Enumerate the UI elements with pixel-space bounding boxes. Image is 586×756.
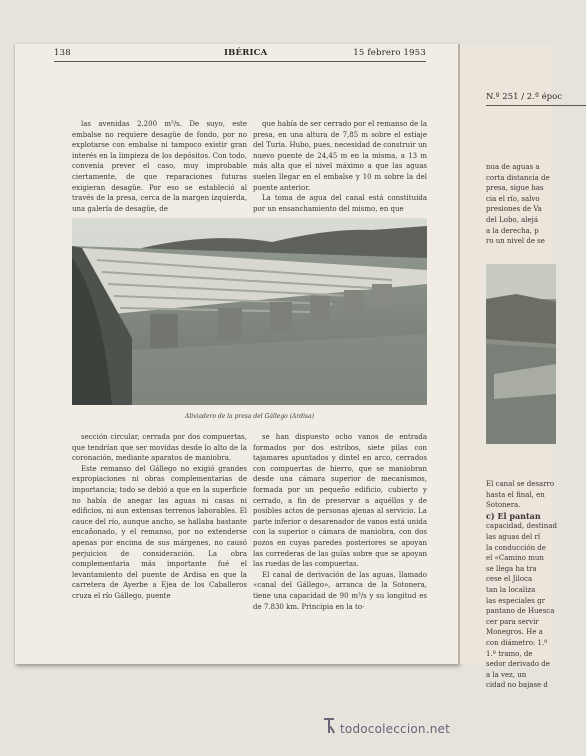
next-page-line: hasta el final, en bbox=[486, 490, 545, 499]
next-page-rule bbox=[486, 105, 586, 106]
next-page-line: tan la localiza bbox=[486, 585, 536, 594]
paragraph: La toma de agua del canal está constituida por un ensanchamiento del mismo, en que bbox=[253, 194, 427, 213]
next-page-line: ro un nivel de se bbox=[486, 237, 545, 246]
next-page-line: El canal se desarro bbox=[486, 480, 555, 488]
column-top-left bbox=[72, 119, 247, 211]
watermark-text: todocoleccion.net bbox=[340, 722, 451, 736]
next-page-line: la conducción de bbox=[486, 543, 546, 552]
next-page-line: cia el río, salvo bbox=[486, 194, 540, 203]
next-page-line: 1.º tramo, de bbox=[486, 649, 533, 658]
next-page-line: el «Camino mun bbox=[486, 554, 544, 563]
next-page-edge bbox=[458, 44, 562, 690]
next-page-line: presa, sigue has bbox=[486, 184, 544, 193]
next-page-line: cidad no bajase d bbox=[486, 681, 548, 690]
paragraph: sección circular, cerrada por dos compuertas, que tendrían que ser movidas desde lo alto de la coronación, mediante aparatos de maniobra. bbox=[72, 433, 247, 463]
next-page-photo bbox=[486, 264, 556, 444]
header-rule bbox=[54, 61, 426, 62]
next-page-line: con diámetro: 1.º bbox=[486, 638, 548, 647]
column-top-right bbox=[253, 119, 427, 211]
page-number: 138 bbox=[54, 48, 71, 58]
paragraph: Este remanso del Gállego no exigió grandes expropiaciones ni obras complementarias de importancia; todo se debió a que en la superficie no había de anegar las aguas ni casas ni edificios, ni aun extensas terrenos laborables. El cauce del río, aunque ancho, se hallaba bastante encañonado, y el remanso, por no extenderse apenas por encima de sus márgenes, no causó perjuicios de consideración. La obra complementaria más importante fué el levantamiento del puente de Ardisa en que la carretera de Ayerbe a Ejea de los Caballeros cruza el río Gállego, puente bbox=[72, 464, 247, 600]
next-page-line: cer para servir bbox=[486, 617, 539, 626]
next-page-line: sedor derivado de bbox=[486, 660, 550, 669]
paragraph: El canal de derivación de las aguas, llamado «canal del Gállego», arranca de la Sotonera, tiene una capacidad de 90 m³/s y su longitud es de 7.830 km. Principia en la to- bbox=[253, 570, 427, 611]
dam-spillway-photo bbox=[72, 218, 427, 405]
issue-date: 15 febrero 1953 bbox=[353, 48, 426, 58]
paragraph: las avenidas 2.200 m³/s. De suyo, este embalse no requiere desagüe de fondo, por no explotarse con embalse ni tampoco existir gran interés en la limpieza de los depósitos. Con todo, convenía prever el caso, muy improbable ciertamente, de que reparaciones futuras exigieran desagüe. Por eso se estableció al través de la presa, cerca de la margen izquierda, una galería de desagüe, de bbox=[72, 120, 247, 213]
next-page-line: Monegros. He a bbox=[486, 628, 543, 637]
column-bottom-right bbox=[253, 432, 427, 611]
next-page-line: Sotonera. bbox=[486, 501, 521, 510]
next-page-line: presiones de Va bbox=[486, 205, 542, 214]
next-page-column-bottom bbox=[486, 479, 556, 691]
paragraph: se han dispuesto ocho vanos de entrada formados por dos estribos, siete pilas con tajamares apuntados y dintel en arco, cerrados con compuertas de hierro, que se maniobran desde una cámara superior de mecanismos, formada por un pequeño edificio, cubierto y cerrado, a fin de preservar a aquéllos y de posibles actos de personas ajenas al servicio. La parte inferior o desarenador de vanos está unida con la superior o cámara de maniobra, con dos pozos en cuyas paredes posteriores se apoyan las correderas de las guías sobre que se apoyan las ruedas de las compuertas. bbox=[253, 433, 427, 569]
next-page-line: del Lobo, alejá bbox=[486, 215, 538, 224]
next-page-line: capacidad, destinad bbox=[486, 522, 557, 531]
next-page-section-heading: c) El pantan bbox=[486, 510, 541, 521]
next-page-line: a la derecha, p bbox=[486, 226, 539, 235]
next-page-line: pantano de Huesca bbox=[486, 607, 555, 616]
next-page-line: se llega ha tra bbox=[486, 564, 537, 573]
next-page-header: N.º 251 / 2.ª époc bbox=[486, 92, 562, 102]
next-page-line: las especiales gr bbox=[486, 596, 545, 605]
next-page-line: corta distancia de bbox=[486, 173, 550, 182]
next-page-line: nua de aguas a bbox=[486, 163, 540, 171]
next-page-line: cese el Jiloca bbox=[486, 575, 533, 584]
photo-caption: Aliviadero de la presa del Gállego (Ardisa) bbox=[185, 413, 314, 420]
column-bottom-left bbox=[72, 432, 247, 602]
magazine-title: IBÉRICA bbox=[224, 48, 268, 58]
paragraph: que había de ser cerrado por el remanso de la presa, en una altura de 7,85 m sobre el estiaje del Turia. Hubo, pues, necesidad de construir un nuevo puente de 24,45 m en la misma, a 13 m más alta que el nivel máximo a que las aguas suelen llegar en el embalse y 10 m sobre la del puente anterior. bbox=[253, 120, 427, 192]
next-page-line: a la vez, un bbox=[486, 670, 527, 679]
next-page-column-top bbox=[486, 162, 556, 247]
next-page-line: las aguas del rí bbox=[486, 532, 541, 541]
